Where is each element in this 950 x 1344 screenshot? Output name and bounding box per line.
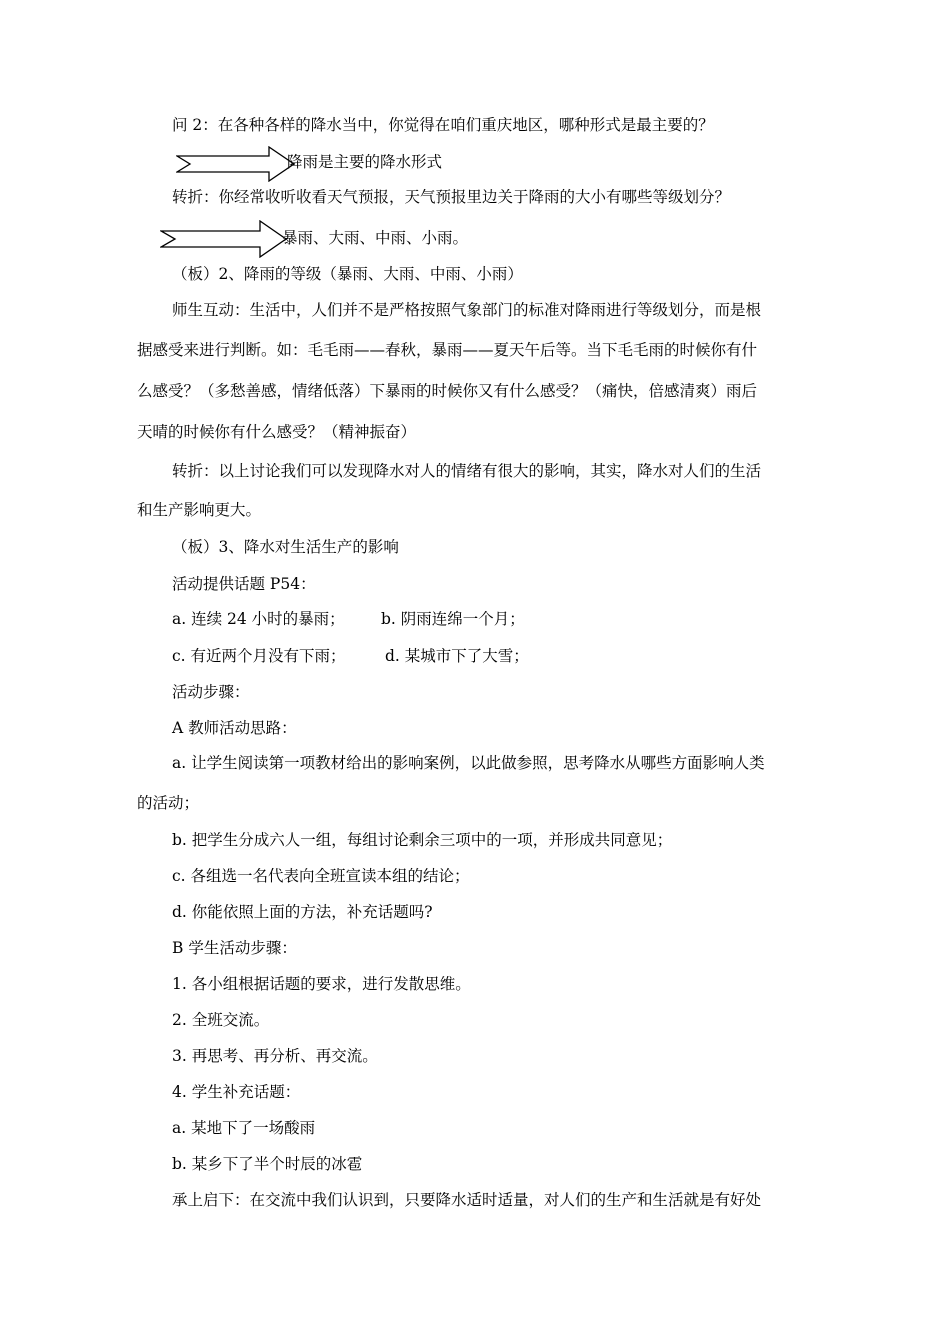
right-arrow-icon: [176, 146, 296, 182]
activity-topics-title: 活动提供话题 P54：: [172, 575, 316, 593]
paragraph-interaction-line-2: 据感受来进行判断。如：毛毛雨——春秋，暴雨——夏天午后等。当下毛毛雨的时候你有什: [137, 341, 758, 359]
answer-main-form: 降雨是主要的降水形式: [287, 153, 443, 171]
right-arrow-icon: [160, 220, 288, 258]
student-topic-b: b. 某乡下了半个时辰的冰雹: [172, 1155, 363, 1173]
student-step-4: 4. 学生补充话题：: [172, 1083, 301, 1101]
question-2: 问 2：在各种各样的降水当中，你觉得在咱们重庆地区，哪种形式是最主要的？: [172, 116, 714, 134]
teacher-step-d: d. 你能依照上面的方法，补充话题吗?: [172, 903, 433, 921]
answer-rain-levels: 暴雨、大雨、中雨、小雨。: [282, 229, 469, 247]
student-activity-title: B 学生活动步骤：: [172, 939, 297, 957]
paragraph-interaction-line-1: 师生互动：生活中，人们并不是严格按照气象部门的标准对降雨进行等级划分，而是根: [172, 301, 762, 319]
student-step-2: 2. 全班交流。: [172, 1011, 270, 1029]
teacher-step-a-line-1: a. 让学生阅读第一项教材给出的影响案例，以此做参照，思考降水从哪些方面影响人类: [172, 754, 765, 772]
student-topic-a: a. 某地下了一场酸雨: [172, 1119, 316, 1137]
teacher-step-b: b. 把学生分成六人一组，每组讨论剩余三项中的一项，并形成共同意见；: [172, 831, 673, 849]
teacher-step-a-line-2: 的活动；: [137, 794, 200, 812]
topic-a: a. 连续 24 小时的暴雨；: [172, 610, 345, 628]
transition-forecast: 转折：你经常收听收看天气预报，天气预报里边关于降雨的大小有哪些等级划分？: [172, 188, 731, 206]
topic-b: b. 阴雨连绵一个月；: [381, 610, 525, 628]
topic-c: c. 有近两个月没有下雨；: [172, 647, 346, 665]
teacher-step-c: c. 各组选一名代表向全班宣读本组的结论；: [172, 867, 470, 885]
paragraph-transition-line-2: 和生产影响更大。: [137, 501, 262, 519]
paragraph-interaction-line-4: 天晴的时候你有什么感受？（精神振奋）: [137, 423, 417, 441]
board-heading-2: （板）2、降雨的等级（暴雨、大雨、中雨、小雨）: [172, 265, 523, 283]
student-step-1: 1. 各小组根据话题的要求，进行发散思维。: [172, 975, 471, 993]
board-heading-3: （板）3、降水对生活生产的影响: [172, 538, 399, 556]
topic-d: d. 某城市下了大雪；: [385, 647, 529, 665]
activity-steps-title: 活动步骤：: [172, 683, 250, 701]
student-step-3: 3. 再思考、再分析、再交流。: [172, 1047, 378, 1065]
teacher-activity-title: A 教师活动思路：: [172, 719, 297, 737]
paragraph-transition-line-1: 转折：以上讨论我们可以发现降水对人的情绪有很大的影响，其实，降水对人们的生活: [172, 462, 762, 480]
paragraph-interaction-line-3: 么感受？（多愁善感，情绪低落）下暴雨的时候你又有什么感受？（痛快，倍感清爽）雨后: [137, 382, 758, 400]
paragraph-bridge: 承上启下：在交流中我们认识到，只要降水适时适量，对人们的生产和生活就是有好处: [172, 1191, 762, 1209]
